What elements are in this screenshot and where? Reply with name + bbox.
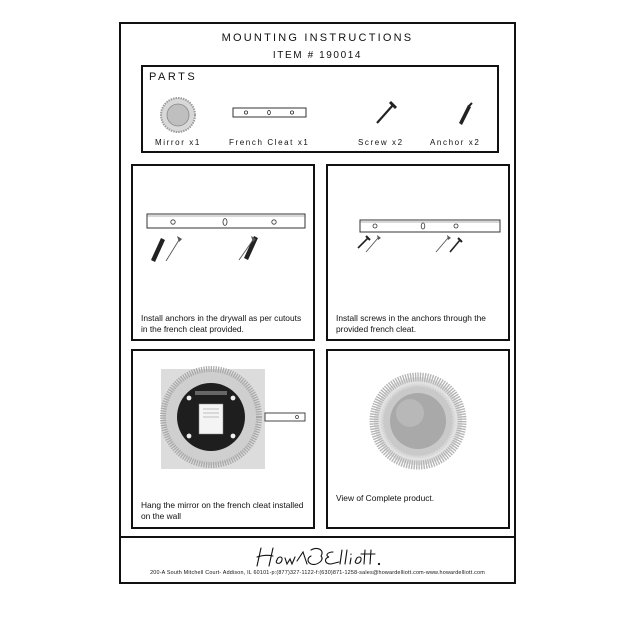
item-number: ITEM # 190014: [272, 50, 363, 61]
part-label-screw: Screw x2: [358, 138, 404, 147]
step-hang-mirror: [131, 349, 315, 529]
step-1-text: Install anchors in the drywall as per cutouts in the french cleat provided.: [141, 313, 302, 334]
howard-elliott-signature: [121, 540, 514, 570]
screws-diagram: [328, 166, 508, 306]
french-cleat-icon: [265, 413, 305, 421]
french-cleat-icon: [231, 105, 309, 121]
arrow-up-icon: [377, 235, 381, 240]
footer-divider: [121, 536, 514, 538]
anchor-icon: [455, 101, 475, 127]
page-title: MOUNTING INSTRUCTIONS: [221, 32, 414, 44]
screw-icon: [373, 99, 399, 127]
screw-icon: [358, 236, 370, 248]
mirror-front-diagram: [328, 351, 508, 491]
arrow-up-icon: [447, 235, 451, 240]
anchor-icon: [151, 238, 165, 262]
part-label-mirror: Mirror x1: [155, 138, 201, 147]
step-install-anchors: [131, 164, 315, 341]
arrow-up-icon: [177, 236, 182, 242]
part-label-anchor: Anchor x2: [430, 138, 481, 147]
step-install-screws: [326, 164, 510, 341]
parts-panel: [141, 65, 499, 153]
screw-icon: [450, 238, 462, 252]
anchors-diagram: [133, 166, 313, 306]
step-2-text: Install screws in the anchors through the provided french cleat.: [336, 313, 486, 334]
part-label-french-cleat: French Cleat x1: [229, 138, 310, 147]
step-complete-view: [326, 349, 510, 529]
parts-title: PARTS: [149, 71, 198, 83]
mirror-back-diagram: [133, 351, 313, 491]
anchor-icon: [244, 236, 258, 260]
footer-address: 200-A South Mitchell Court- Addison, IL 60101-p:(877)327-1122-f:(630)871-1258-sales@howardelliott.com-www.howardelliott.com: [150, 570, 485, 576]
step-4-text: View of Complete product.: [336, 493, 435, 503]
mirror-icon: [158, 97, 198, 133]
instruction-sheet: [119, 22, 516, 584]
step-3-text: Hang the mirror on the french cleat installed on the wall: [141, 500, 304, 521]
